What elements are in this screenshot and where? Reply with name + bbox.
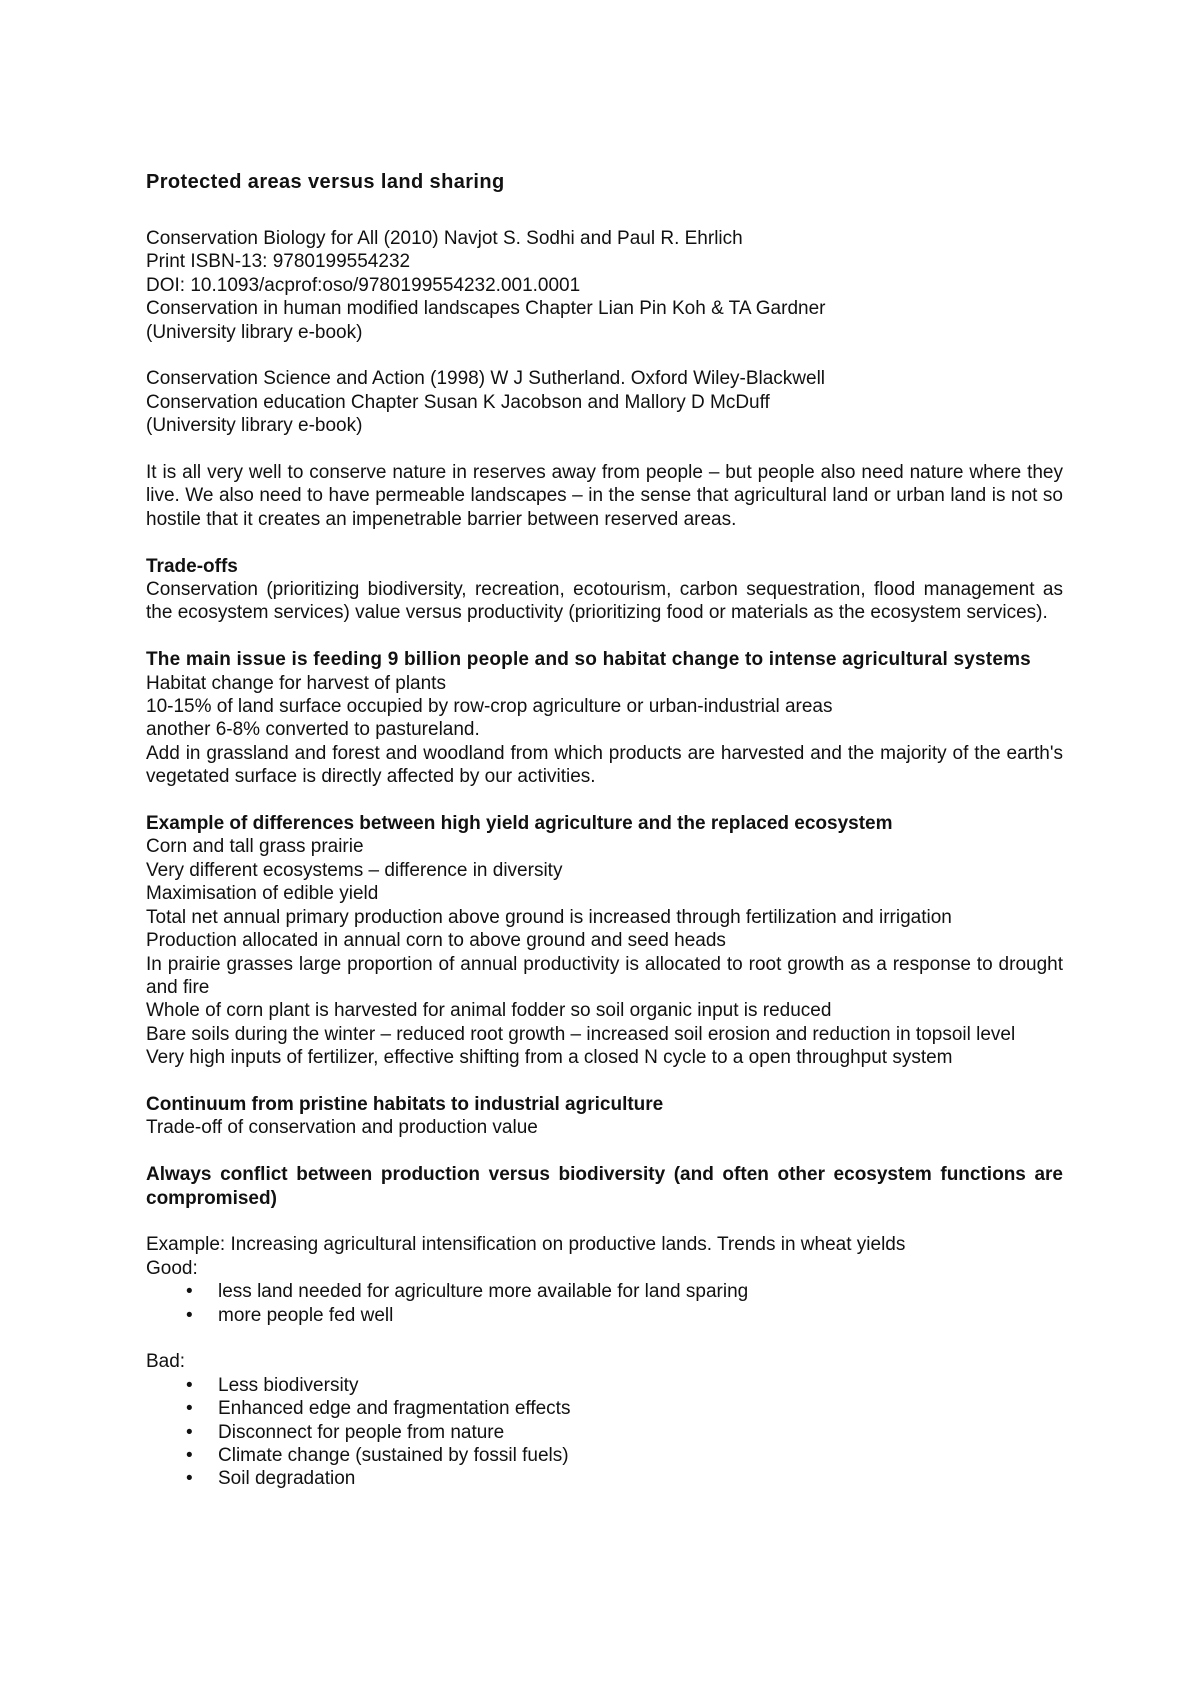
section-paragraph: Add in grassland and forest and woodland from which products are harvested and the majority of the earth's vegetated surface is directly affected by our activities. bbox=[146, 742, 1063, 788]
section-heading: Example of differences between high yield agriculture and the replaced ecosystem bbox=[146, 813, 893, 835]
main-issue-section bbox=[146, 648, 1063, 788]
bullet-icon: • bbox=[186, 1468, 193, 1490]
section-line: Trade-off of conservation and production value bbox=[146, 1117, 538, 1139]
reference-line: (University library e-book) bbox=[146, 321, 363, 343]
good-label: Good: bbox=[146, 1257, 198, 1279]
reference-line: Conservation Science and Action (1998) W J Sutherland. Oxford Wiley-Blackwell bbox=[146, 368, 826, 390]
bullet-icon: • bbox=[186, 1304, 193, 1326]
intro-paragraph: It is all very well to conserve nature in reserves away from people – but people also need nature where they live. We also need to have permeable landscapes – in the sense that agricultural land or urban land is not so hostile that it creates an impenetrable barrier between reserved areas. bbox=[146, 462, 1063, 530]
bullet-icon: • bbox=[186, 1398, 193, 1420]
section-line: Total net annual primary production above ground is increased through fertilization and irrigation bbox=[146, 906, 952, 928]
section-line: Habitat change for harvest of plants bbox=[146, 672, 446, 694]
list-item: • Less biodiversity bbox=[186, 1374, 359, 1396]
document-title: Protected areas versus land sharing bbox=[146, 171, 505, 193]
section-line: 10-15% of land surface occupied by row-crop agriculture or urban-industrial areas bbox=[146, 696, 833, 718]
list-item: • Enhanced edge and fragmentation effects bbox=[186, 1398, 571, 1420]
reference-line: (University library e-book) bbox=[146, 415, 363, 437]
section-line: Whole of corn plant is harvested for animal fodder so soil organic input is reduced bbox=[146, 1000, 832, 1022]
example2-section bbox=[146, 1233, 1063, 1490]
section-line: Corn and tall grass prairie bbox=[146, 836, 364, 858]
reference-block-1 bbox=[146, 227, 1063, 344]
good-list bbox=[146, 1280, 1063, 1327]
reference-line: Conservation Biology for All (2010) Navjot S. Sodhi and Paul R. Ehrlich bbox=[146, 228, 743, 249]
list-item: • Disconnect for people from nature bbox=[186, 1421, 505, 1443]
section-line: Production allocated in annual corn to above ground and seed heads bbox=[146, 930, 726, 952]
section-heading: Trade-offs bbox=[146, 555, 238, 577]
reference-block-2 bbox=[146, 367, 1063, 437]
section-line: another 6-8% converted to pastureland. bbox=[146, 719, 480, 741]
list-item: • more people fed well bbox=[186, 1304, 394, 1326]
tradeoffs-section bbox=[146, 555, 1063, 625]
section-line: Very different ecosystems – difference in diversity bbox=[146, 859, 563, 881]
bad-label: Bad: bbox=[146, 1351, 186, 1373]
section-body: Conservation (prioritizing biodiversity, recreation, ecotourism, carbon sequestration, flood management as the ecosystem services) value versus productivity (prioritizing food or materials as the ecosystem services). bbox=[146, 579, 1063, 624]
section-paragraph: Very high inputs of fertilizer, effective shifting from a closed N cycle to a open throughput system bbox=[146, 1047, 953, 1069]
section-line: Maximisation of edible yield bbox=[146, 883, 379, 905]
bullet-icon: • bbox=[186, 1374, 193, 1396]
section-heading: The main issue is feeding 9 billion people and so habitat change to intense agricultural systems bbox=[146, 649, 1031, 671]
list-item: • less land needed for agriculture more available for land sparing bbox=[186, 1281, 749, 1303]
reference-line: Conservation in human modified landscapes Chapter Lian Pin Koh & TA Gardner bbox=[146, 298, 826, 320]
bullet-icon: • bbox=[186, 1421, 193, 1443]
example-section bbox=[146, 812, 1063, 1069]
section-paragraph: In prairie grasses large proportion of annual productivity is allocated to root growth as a response to drought and fire bbox=[146, 953, 1063, 998]
section-heading: Always conflict between production versus biodiversity (and often other ecosystem functions are compromised) bbox=[146, 1164, 1063, 1209]
reference-line: Print ISBN-13: 9780199554232 bbox=[146, 251, 411, 273]
continuum-section bbox=[146, 1093, 1063, 1140]
bad-list bbox=[146, 1374, 1063, 1491]
section-paragraph: Bare soils during the winter – reduced root growth – increased soil erosion and reduction in topsoil level bbox=[146, 1023, 1016, 1045]
bullet-icon: • bbox=[186, 1444, 193, 1466]
reference-line: DOI: 10.1093/acprof:oso/9780199554232.001.0001 bbox=[146, 274, 581, 296]
bullet-icon: • bbox=[186, 1281, 193, 1303]
section-heading: Continuum from pristine habitats to industrial agriculture bbox=[146, 1093, 664, 1115]
list-item: • Climate change (sustained by fossil fuels) bbox=[186, 1444, 569, 1466]
conflict-section bbox=[146, 1163, 1063, 1210]
list-item: • Soil degradation bbox=[186, 1468, 356, 1490]
section-line: Example: Increasing agricultural intensification on productive lands. Trends in wheat yields bbox=[146, 1234, 906, 1256]
reference-line: Conservation education Chapter Susan K Jacobson and Mallory D McDuff bbox=[146, 391, 770, 413]
